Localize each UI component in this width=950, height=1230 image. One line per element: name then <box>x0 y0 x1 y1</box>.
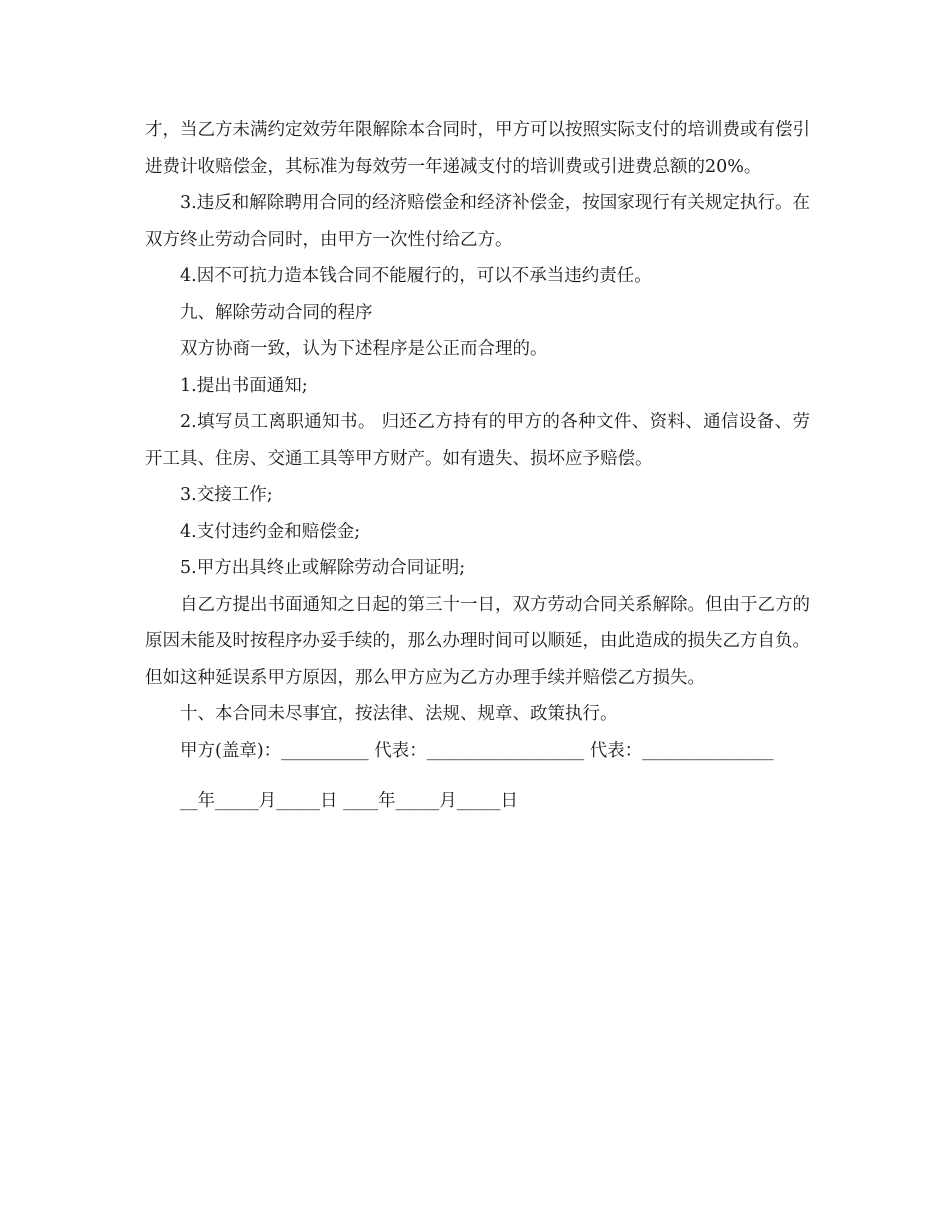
date-line: __年_____月_____日 ____年_____月_____日 <box>180 791 519 811</box>
paragraph-mutual-agreement: 双方协商一致，认为下述程序是公正而合理的。 <box>180 339 548 359</box>
list-item-resignation-form: 2.填写员工离职通知书。 归还乙方持有的甲方的各种文件、资料、通信设备、劳开工具、住房、交通工具等甲方财产。如有遗失、损坏应予赔偿。 <box>145 412 810 469</box>
section-heading-termination-procedure: 九、解除劳动合同的程序 <box>180 302 373 323</box>
signature-line: 甲方(盖章)：__________ 代表：__________________ 代表：_______________ <box>180 740 774 761</box>
list-item-handover: 3.交接工作; <box>180 485 273 505</box>
paragraph-force-majeure: 4.因不可抗力造本钱合同不能履行的，可以不承当违约责任。 <box>180 266 652 286</box>
paragraph-compensation: 3.违反和解除聘用合同的经济赔偿金和经济补偿金，按国家现行有关规定执行。在双方终止劳动合同时，由甲方一次性付给乙方。 <box>145 193 810 250</box>
section-heading-other-matters: 十、本合同未尽事宜，按法律、法规、规章、政策执行。 <box>180 704 618 724</box>
document-body <box>145 112 810 820</box>
list-item-written-notice: 1.提出书面通知; <box>180 375 308 396</box>
paragraph-contract-dissolution: 自乙方提出书面通知之日起的第三十一日，双方劳动合同关系解除。但由于乙方的原因未能及时按程序办妥手续的，那么办理时间可以顺延，由此造成的损失乙方自负。但如这种延误系甲方原因，那么甲方应为乙方办理手续并赔偿乙方损失。 <box>145 594 810 688</box>
list-item-termination-certificate: 5.甲方出具终止或解除劳动合同证明; <box>180 558 466 578</box>
paragraph-training-fee: 才，当乙方未满约定效劳年限解除本合同时，甲方可以按照实际支付的培训费或有偿引进费计收赔偿金，其标准为每效劳一年递减支付的培训费或引进费总额的20%。 <box>145 120 810 177</box>
list-item-penalty-payment: 4.支付违约金和赔偿金; <box>180 521 361 542</box>
